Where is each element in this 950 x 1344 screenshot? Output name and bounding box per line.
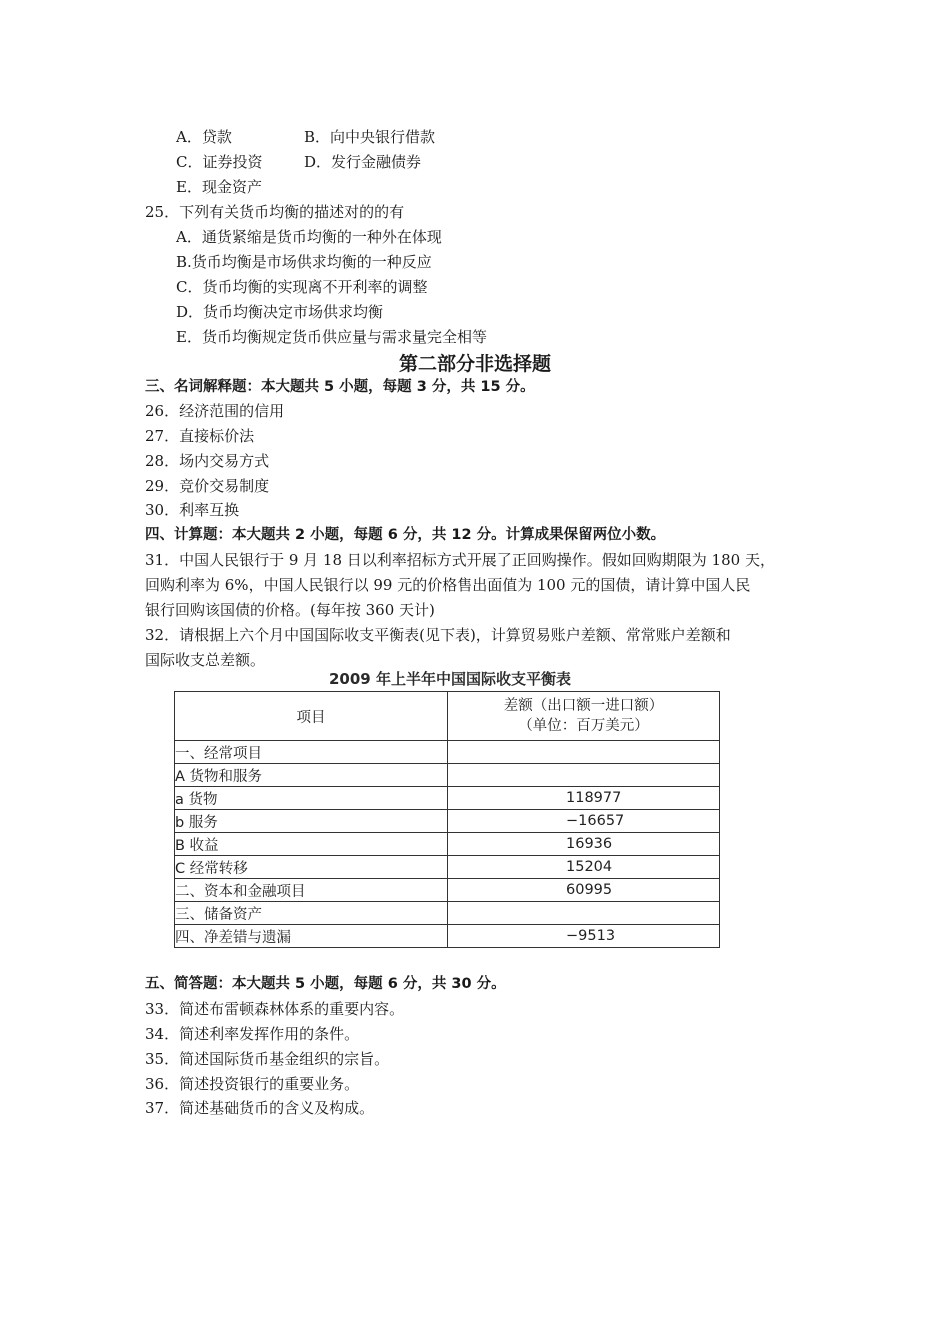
table-row [175,925,720,948]
table-header-row [175,692,720,741]
q24-option-row [176,127,436,147]
q24-option-e: E．现金资产 [176,178,262,196]
header-value-line2: （单位：百万美元） [518,718,649,734]
section3-item: 30．利率互换 [145,501,240,519]
q31-line: 银行回购该国债的价格。(每年按 360 天计) [145,601,435,619]
section3-item: 28．场内交易方式 [145,452,270,470]
section3-item: 27．直接标价法 [145,427,255,445]
row-label: 四、净差错与遗漏 [175,925,448,948]
section3-heading: 三、名词解释题：本大题共 5 小题，每题 3 分，共 15 分。 [145,379,535,395]
q24-option-a: A．贷款 [176,128,232,146]
row-value: −16657 [448,810,720,833]
q31-line: 31．中国人民银行于 9 月 18 日以利率招标方式开展了正回购操作。假如回购期限为 180 天， [145,551,775,569]
table-row [175,741,720,764]
section3-item: 26．经济范围的信用 [145,402,285,420]
q24-option-b: B．向中央银行借款 [304,128,436,146]
section5-item: 33．简述布雷顿森林体系的重要内容。 [145,1000,405,1018]
q25-option-d: D．货币均衡决定市场供求均衡 [176,303,384,321]
table-title: 2009 年上半年中国国际收支平衡表 [329,670,571,688]
row-value: 118977 [448,787,720,810]
q25-option-a: A．通货紧缩是货币均衡的一种外在体现 [176,228,442,246]
part-title: 第二部分非选择题 [398,353,551,375]
q24-option-c: C．证券投资 [176,153,263,171]
row-label: A 货物和服务 [175,764,448,787]
table-row [175,787,720,810]
table-row [175,856,720,879]
row-label: a 货物 [175,787,448,810]
row-label: 二、资本和金融项目 [175,879,448,902]
row-value [448,902,720,925]
row-value [448,741,720,764]
section5-heading: 五、简答题：本大题共 5 小题，每题 6 分，共 30 分。 [145,976,506,992]
q24-option-row [176,152,422,172]
row-value [448,764,720,787]
row-value: 16936 [448,833,720,856]
table-row [175,810,720,833]
table-row [175,764,720,787]
q25-stem: 25．下列有关货币均衡的描述对的的有 [145,203,405,221]
row-value: −9513 [448,925,720,948]
section5-item: 36．简述投资银行的重要业务。 [145,1075,360,1093]
row-value: 15204 [448,856,720,879]
header-value-line1: 差额（出口额一进口额） [503,698,664,714]
q31-line: 回购利率为 6%，中国人民银行以 99 元的价格售出面值为 100 元的国债，请计算中国人民 [145,576,751,594]
q25-option-e: E．货币均衡规定货币供应量与需求量完全相等 [176,328,487,346]
row-label: C 经常转移 [175,856,448,879]
table-row [175,833,720,856]
section3-item: 29．竞价交易制度 [145,477,270,495]
balance-of-payments-table [174,691,720,948]
row-label: B 收益 [175,833,448,856]
row-label: 一、经常项目 [175,741,448,764]
section5-item: 35．简述国际货币基金组织的宗旨。 [145,1050,390,1068]
row-label: 三、储备资产 [175,902,448,925]
row-value: 60995 [448,879,720,902]
q32-line: 32．请根据上六个月中国国际收支平衡表(见下表)，计算贸易账户差额、常常账户差额和 [145,626,731,644]
table-row [175,879,720,902]
section4-heading: 四、计算题：本大题共 2 小题，每题 6 分，共 12 分。计算成果保留两位小数。 [145,527,666,543]
q24-option-row [176,177,262,197]
table-row [175,902,720,925]
q24-option-d: D．发行金融债券 [304,153,422,171]
q25-option-b: B.货币均衡是市场供求均衡的一种反应 [176,253,432,271]
section5-item: 34．简述利率发挥作用的条件。 [145,1025,360,1043]
q25-option-c: C．货币均衡的实现离不开利率的调整 [176,278,428,296]
section5-item: 37．简述基础货币的含义及构成。 [145,1099,375,1117]
row-label: b 服务 [175,810,448,833]
header-value [448,692,720,741]
header-item: 项目 [175,692,448,741]
q32-line: 国际收支总差额。 [145,651,266,669]
